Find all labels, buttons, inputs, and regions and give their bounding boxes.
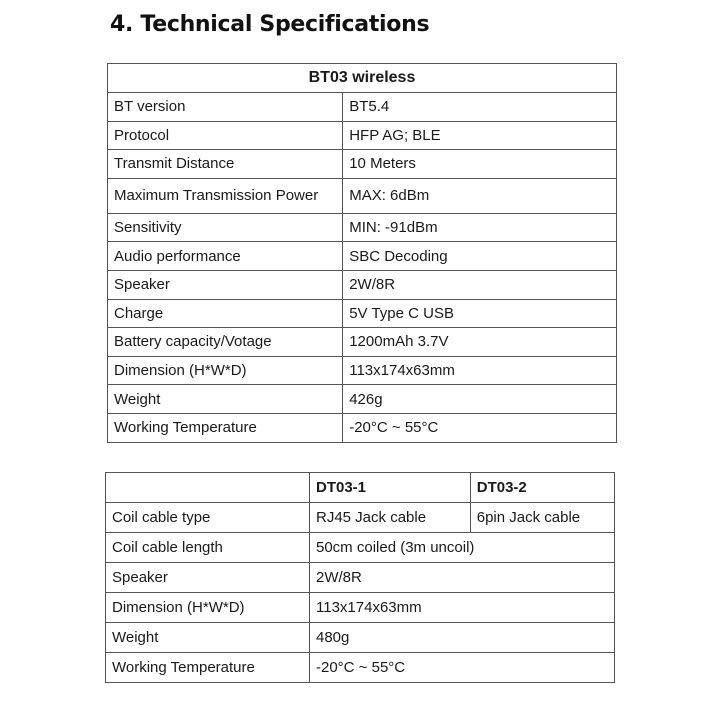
page-title: 4. Technical Specifications [110, 12, 430, 37]
spec-value: HFP AG; BLE [343, 121, 617, 150]
spec-label: Dimension (H*W*D) [108, 356, 343, 385]
spec-value: -20°C ~ 55°C [310, 653, 615, 683]
table-row [108, 328, 617, 357]
spec-label: Audio performance [108, 242, 343, 271]
spec-label: Speaker [108, 270, 343, 299]
table-row [108, 299, 617, 328]
spec-value: 50cm coiled (3m uncoil) [310, 533, 615, 563]
table-title: BT03 wireless [108, 64, 617, 93]
spec-value: 2W/8R [310, 563, 615, 593]
table-row [106, 563, 615, 593]
spec-label: Sensitivity [108, 213, 343, 242]
spec-value: 2W/8R [343, 270, 617, 299]
spec-value: BT5.4 [343, 93, 617, 122]
dt03-spec-table [105, 472, 615, 683]
table-title-row [108, 64, 617, 93]
table-row [106, 593, 615, 623]
spec-label: Battery capacity/Votage [108, 328, 343, 357]
table-row [108, 93, 617, 122]
table-row [108, 270, 617, 299]
spec-value: 113x174x63mm [343, 356, 617, 385]
spec-label: Speaker [106, 563, 310, 593]
spec-value-dt03-2: 6pin Jack cable [470, 503, 614, 533]
table-row [106, 653, 615, 683]
table-row [106, 503, 615, 533]
table-row [108, 242, 617, 271]
table-row [106, 533, 615, 563]
header-blank-cell [106, 473, 310, 503]
spec-label: Maximum Transmission Power [108, 178, 343, 213]
spec-label: Coil cable type [106, 503, 310, 533]
spec-value: 1200mAh 3.7V [343, 328, 617, 357]
table-row [106, 623, 615, 653]
header-dt03-1: DT03-1 [310, 473, 471, 503]
spec-label: Weight [106, 623, 310, 653]
bt03-spec-table [107, 63, 617, 443]
spec-label: BT version [108, 93, 343, 122]
spec-value-dt03-1: RJ45 Jack cable [310, 503, 471, 533]
spec-value: -20°C ~ 55°C [343, 413, 617, 442]
spec-label: Working Temperature [108, 413, 343, 442]
spec-value: SBC Decoding [343, 242, 617, 271]
table-row [108, 150, 617, 179]
spec-value: 480g [310, 623, 615, 653]
spec-label: Charge [108, 299, 343, 328]
spec-value: 426g [343, 385, 617, 414]
table-row [108, 413, 617, 442]
spec-value: 5V Type C USB [343, 299, 617, 328]
table-row [108, 121, 617, 150]
spec-label: Protocol [108, 121, 343, 150]
table-row [108, 385, 617, 414]
table-header-row [106, 473, 615, 503]
header-dt03-2: DT03-2 [470, 473, 614, 503]
spec-label: Coil cable length [106, 533, 310, 563]
spec-label: Transmit Distance [108, 150, 343, 179]
spec-label: Dimension (H*W*D) [106, 593, 310, 623]
spec-value: MIN: -91dBm [343, 213, 617, 242]
spec-label: Weight [108, 385, 343, 414]
table-row [108, 178, 617, 213]
spec-value: MAX: 6dBm [343, 178, 617, 213]
spec-value: 10 Meters [343, 150, 617, 179]
table-row [108, 213, 617, 242]
spec-label: Working Temperature [106, 653, 310, 683]
spec-value: 113x174x63mm [310, 593, 615, 623]
table-row [108, 356, 617, 385]
